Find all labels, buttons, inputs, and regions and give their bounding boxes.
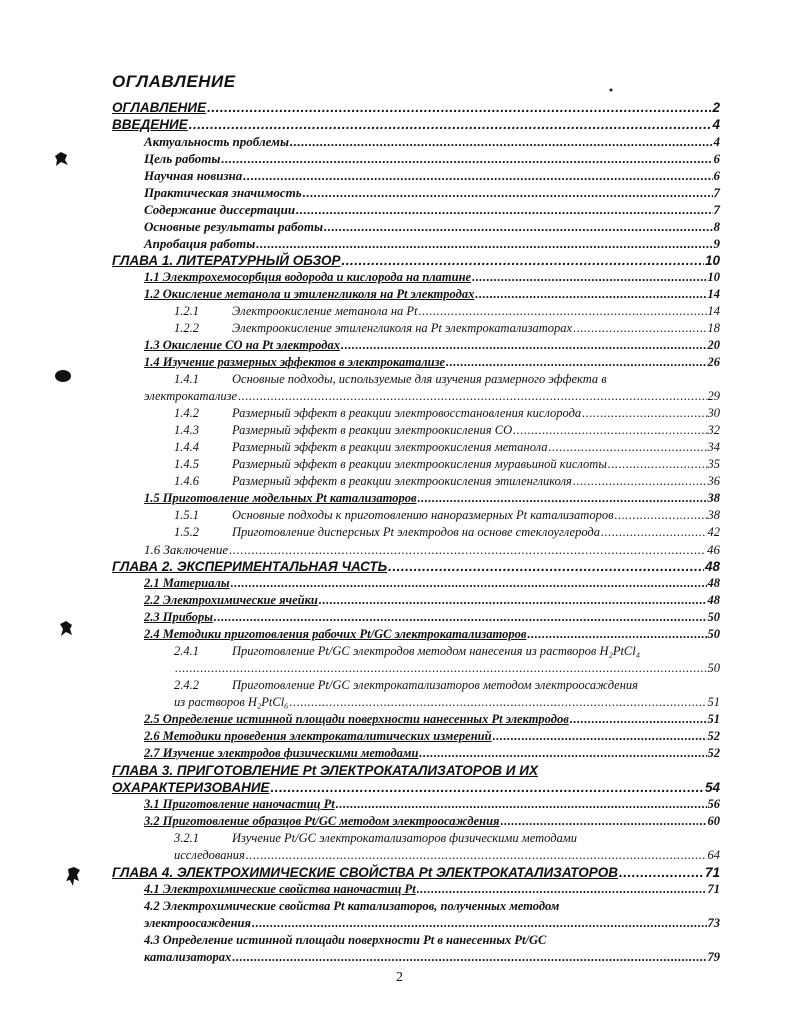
toc-section[interactable]: 2.2 Электрохимические ячейки ..... 48 xyxy=(144,593,720,610)
toc-section[interactable]: 2.4 Методики приготовления рабочих Pt/GC электрокатализаторов ..... 50 xyxy=(144,627,720,644)
toc-section[interactable]: 1.4 Изучение размерных эффектов в электрокатализе ..... 26 xyxy=(144,355,720,372)
toc-subsection[interactable]: 1.4.6 Размерный эффект в реакции электроокисления этиленгликоля ..... 36 xyxy=(174,474,720,491)
toc-section-line1[interactable]: 4.3 Определение истинной площади поверхности Pt в нанесенных Pt/GC xyxy=(144,933,547,947)
toc-subsection[interactable]: 1.4.2 Размерный эффект в реакции электровосстановления кислорода ..... 30 xyxy=(174,406,720,423)
toc-subsection-line1[interactable]: 3.2.1 Изучение Pt/GC электрокатализаторов физическими методами xyxy=(174,831,578,845)
toc-section[interactable]: 4.1 Электрохимические свойства наночастиц Pt ..... 71 xyxy=(144,882,720,899)
toc-subsection-line2[interactable]: исследования ..... 64 xyxy=(174,848,720,865)
toc-entry[interactable]: Содержание диссертации ..... 7 xyxy=(144,202,720,219)
ink-blot-icon xyxy=(54,368,72,384)
page-number: 2 xyxy=(396,970,403,985)
speck-icon xyxy=(609,88,613,92)
toc-section[interactable]: 3.1 Приготовление наночастиц Pt ..... 56 xyxy=(144,797,720,814)
toc-subsection[interactable]: 1.4.3 Размерный эффект в реакции электроокисления CO ..... 32 xyxy=(174,423,720,440)
toc-section[interactable]: 3.2 Приготовление образцов Pt/GC методом электроосаждения ..... 60 xyxy=(144,814,720,831)
toc-chapter[interactable]: ГЛАВА 4. ЭЛЕКТРОХИМИЧЕСКИЕ СВОЙСТВА Pt ЭЛЕКТРОКАТАЛИЗАТОРОВ ..... 71 xyxy=(112,865,720,882)
toc-entry[interactable]: Цель работы ..... 6 xyxy=(144,151,720,168)
toc-subsection[interactable]: 1.5.2 Приготовление дисперсных Pt электродов на основе стеклоуглерода ..... 42 xyxy=(174,525,720,542)
toc-chapter[interactable]: ГЛАВА 2. ЭКСПЕРИМЕНТАЛЬНАЯ ЧАСТЬ ..... 48 xyxy=(112,559,720,576)
ink-blot-icon xyxy=(58,620,74,638)
toc-entry[interactable]: Научная новизна ..... 6 xyxy=(144,168,720,185)
toc-entry[interactable]: ВВЕДЕНИЕ ..... 4 xyxy=(112,117,720,134)
ink-blot-icon xyxy=(64,866,82,888)
toc-section[interactable]: 1.2 Окисление метанола и этиленгликоля на Pt электродах ..... 14 xyxy=(144,287,720,304)
toc-subsection[interactable]: 1.5.1 Основные подходы к приготовлению наноразмерных Pt катализаторов ..... 38 xyxy=(174,508,720,525)
toc-subsection[interactable]: 1.4.5 Размерный эффект в реакции электроокисления муравьиной кислоты ..... 35 xyxy=(174,457,720,474)
toc-section[interactable]: 1.5 Приготовление модельных Pt катализаторов ..... 38 xyxy=(144,491,720,508)
page-title: ОГЛАВЛЕНИЕ xyxy=(112,72,236,91)
toc-subsection-line1[interactable]: 1.4.1 Основные подходы, используемые для изучения размерного эффекта в xyxy=(174,372,607,386)
toc-section-line1[interactable]: 4.2 Электрохимические свойства Pt катализаторов, полученных методом xyxy=(144,899,560,913)
toc-subsection[interactable]: 1.2.1 Электроокисление метанола на Pt ..... 14 xyxy=(174,304,720,321)
toc-section[interactable]: 2.6 Методики проведения электрокаталитических измерений ..... 52 xyxy=(144,729,720,746)
toc-subsection-line1[interactable]: 2.4.1 Приготовление Pt/GC электродов методом нанесения из растворов H₂PtCl₄ xyxy=(174,644,641,658)
table-of-contents xyxy=(0,100,799,967)
toc-entry[interactable]: Актуальность проблемы ..... 4 xyxy=(144,134,720,151)
toc-subsection-line2[interactable]: ..... 50 xyxy=(174,661,720,678)
toc-section[interactable]: 1.6 Заключение ..... 46 xyxy=(144,542,720,559)
toc-section[interactable]: 2.7 Изучение электродов физическими методами ..... 52 xyxy=(144,746,720,763)
ink-blot-icon xyxy=(52,150,70,168)
toc-section[interactable]: 1.1 Электрохемосорбция водорода и кислорода на платине ..... 10 xyxy=(144,270,720,287)
toc-subsection-line1[interactable]: 2.4.2 Приготовление Pt/GC электрокатализаторов методом электроосаждения xyxy=(174,678,638,692)
toc-entry[interactable]: Апробация работы ..... 9 xyxy=(144,236,720,253)
toc-entry[interactable]: Практическая значимость ..... 7 xyxy=(144,185,720,202)
toc-chapter-line1[interactable]: ГЛАВА 3. ПРИГОТОВЛЕНИЕ Pt ЭЛЕКТРОКАТАЛИЗАТОРОВ И ИХ xyxy=(112,763,538,778)
toc-chapter-line2[interactable]: ОХАРАКТЕРИЗОВАНИЕ ..... 54 xyxy=(112,780,720,797)
toc-section[interactable]: 2.5 Определение истинной площади поверхности нанесенных Pt электродов ..... 51 xyxy=(144,712,720,729)
toc-subsection-line2[interactable]: из растворов H₂PtCl₆ ..... 51 xyxy=(174,695,720,712)
toc-subsection[interactable]: 1.4.4 Размерный эффект в реакции электроокисления метанола ..... 34 xyxy=(174,440,720,457)
toc-subsection-line2[interactable]: электрокатализе ..... 29 xyxy=(144,389,720,406)
toc-chapter[interactable]: ГЛАВА 1. ЛИТЕРАТУРНЫЙ ОБЗОР ..... 10 xyxy=(112,253,720,270)
toc-entry[interactable]: ОГЛАВЛЕНИЕ ..... 2 xyxy=(112,100,720,117)
toc-subsection[interactable]: 1.2.2 Электроокисление этиленгликоля на Pt электрокатализаторах ..... 18 xyxy=(174,321,720,338)
toc-section[interactable]: 2.3 Приборы ..... 50 xyxy=(144,610,720,627)
toc-section-line2[interactable]: электроосаждения ..... 73 xyxy=(144,916,720,933)
toc-entry[interactable]: Основные результаты работы ..... 8 xyxy=(144,219,720,236)
toc-section-line2[interactable]: катализаторах ..... 79 xyxy=(144,950,720,967)
toc-section[interactable]: 2.1 Материалы ..... 48 xyxy=(144,576,720,593)
toc-section[interactable]: 1.3 Окисление CO на Pt электродах ..... 20 xyxy=(144,338,720,355)
